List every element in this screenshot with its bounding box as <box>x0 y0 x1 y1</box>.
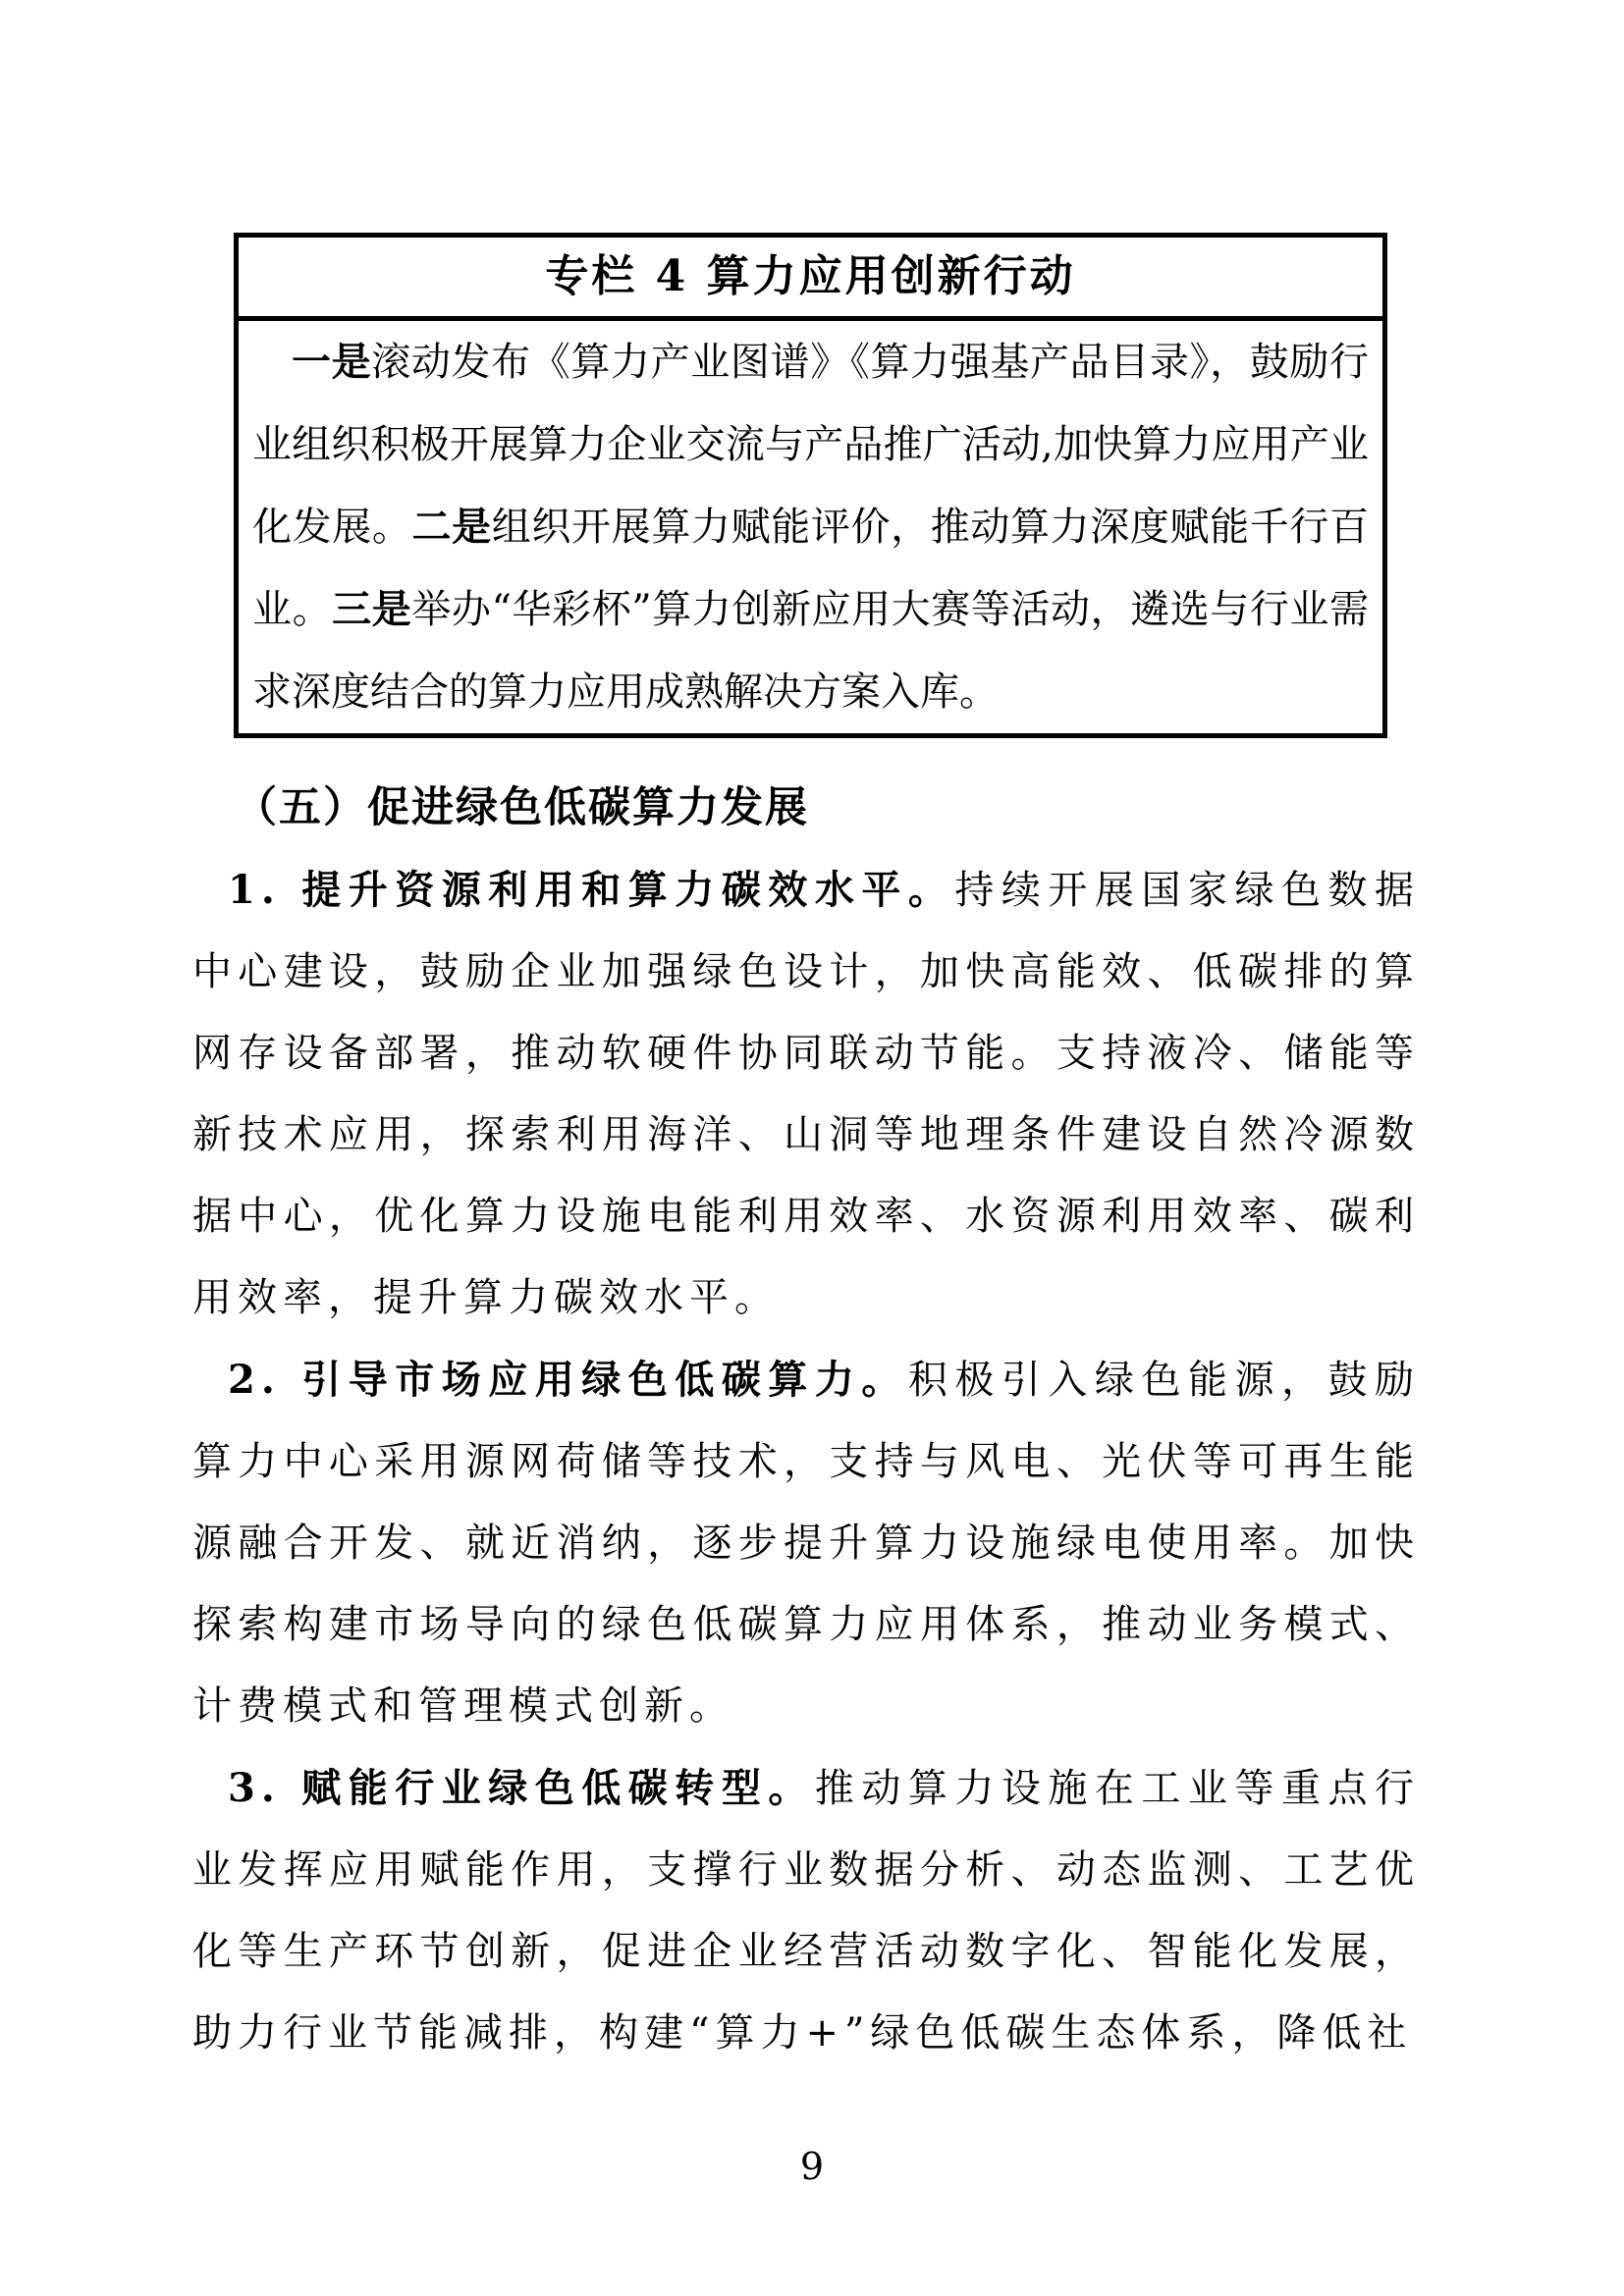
bold-marker-3: 三是 <box>332 586 412 632</box>
callout-text-3: 举办“华彩杯”算力创新应用大赛等活动，遴选与行业需求深度结合的算力应用成熟解决方案入库。 <box>252 587 1370 715</box>
callout-box-body <box>239 321 1382 733</box>
paragraph-3-text: 推动算力设施在工业等重点行业发挥应用赋能作用，支撑行业数据分析、动态监测、工艺优化等生产环节创新，促进企业经营活动数字化、智能化发展，助力行业节能减排，构建“算力+”绿色低碳生态体系，降低社 <box>192 1766 1420 2056</box>
paragraph-3 <box>192 1747 1420 2074</box>
paragraph-1-text: 持续开展国家绿色数据中心建设，鼓励企业加强绿色设计，加快高能效、低碳排的算网存设备部署，推动软硬件协同联动节能。支持液冷、储能等新技术应用，探索利用海洋、山洞等地理条件建设自然冷源数据中心，优化算力设施电能利用效率、水资源利用效率、碳利用效率，提升算力碳效水平。 <box>192 868 1421 1320</box>
paragraph-1 <box>192 849 1420 1339</box>
callout-box-title: 专栏 4 算力应用创新行动 <box>239 238 1382 321</box>
paragraph-3-lead: 3. 赋能行业绿色低碳转型。 <box>228 1765 815 1811</box>
callout-text-1: 滚动发布《算力产业图谱》《算力强基产品目录》，鼓励行业组织积极开展算力企业交流与产品推广活动,加快算力应用产业化发展。 <box>252 340 1370 550</box>
callout-box-column4 <box>234 233 1387 738</box>
page-number: 9 <box>799 2145 825 2188</box>
paragraph-2 <box>192 1339 1420 1747</box>
paragraph-2-text: 积极引入绿色能源，鼓励算力中心采用源网荷储等技术，支持与风电、光伏等可再生能源融合开发、就近消纳，逐步提升算力设施绿电使用率。加快探索构建市场导向的绿色低碳算力应用体系，推动业务模式、计费模式和管理模式创新。 <box>192 1358 1421 1729</box>
callout-text-2: 组织开展算力赋能评价，推动算力深度赋能千行百业。 <box>252 505 1370 632</box>
page-content <box>192 0 1420 2074</box>
paragraph-2-lead: 2. 引导市场应用绿色低碳算力。 <box>228 1357 908 1403</box>
bold-marker-2: 二是 <box>411 504 492 550</box>
paragraph-1-lead: 1. 提升资源利用和算力碳效水平。 <box>228 867 955 913</box>
section-heading: （五）促进绿色低碳算力发展 <box>235 783 809 832</box>
bold-marker-1: 一是 <box>292 339 372 385</box>
